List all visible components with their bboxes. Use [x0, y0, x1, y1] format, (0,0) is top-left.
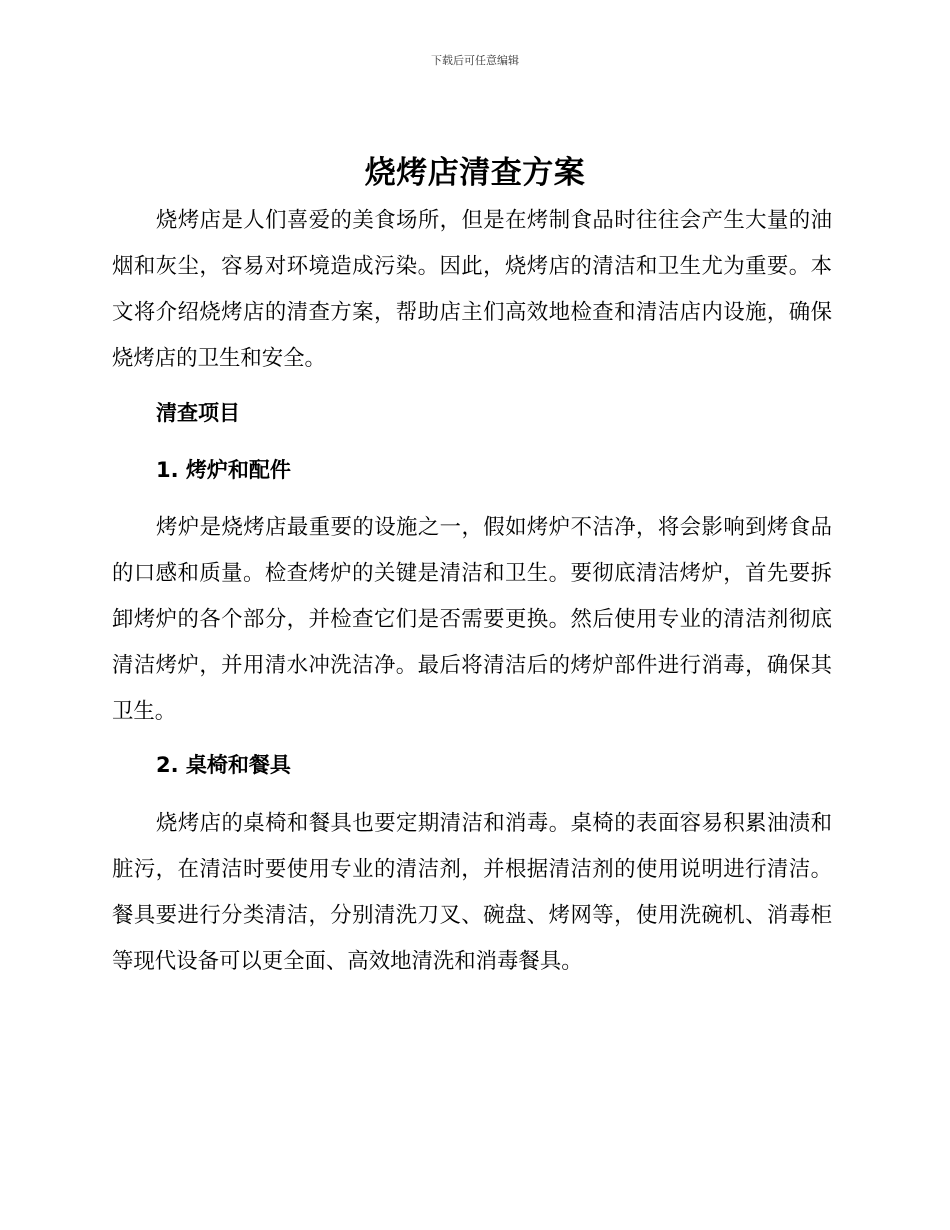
- item-paragraph-grill: 烤炉是烧烤店最重要的设施之一，假如烤炉不洁净，将会影响到烤食品的口感和质量。检查烤炉的关键是清洁和卫生。要彻底清洁烤炉，首先要拆卸烤炉的各个部分，并检查它们是否需要更换。然后使用专业的清洁剂彻底清洁烤炉，并用清水冲洗洁净。最后将清洁后的烤炉部件进行消毒，确保其卫生。: [112, 515, 832, 724]
- item-heading-tableware: 2. 桌椅和餐具: [156, 753, 291, 777]
- section-heading: 清查项目: [156, 401, 240, 425]
- document-title: 烧烤店清查方案: [364, 155, 586, 191]
- item-heading-grill: 1. 烤炉和配件: [156, 458, 291, 482]
- item-paragraph-tableware: 烧烤店的桌椅和餐具也要定期清洁和消毒。桌椅的表面容易积累油渍和脏污，在清洁时要使用专业的清洁剂，并根据清洁剂的使用说明进行清洁。餐具要进行分类清洁，分别清洗刀叉、碗盘、烤网等，使用洗碗机、消毒柜等现代设备可以更全面、高效地清洗和消毒餐具。: [112, 811, 832, 974]
- page-header-note: 下载后可任意编辑: [431, 54, 519, 67]
- intro-paragraph: 烧烤店是人们喜爱的美食场所，但是在烤制食品时往往会产生大量的油烟和灰尘，容易对环境造成污染。因此，烧烤店的清洁和卫生尤为重要。本文将介绍烧烤店的清查方案，帮助店主们高效地检查和清洁店内设施，确保烧烤店的卫生和安全。: [112, 208, 832, 371]
